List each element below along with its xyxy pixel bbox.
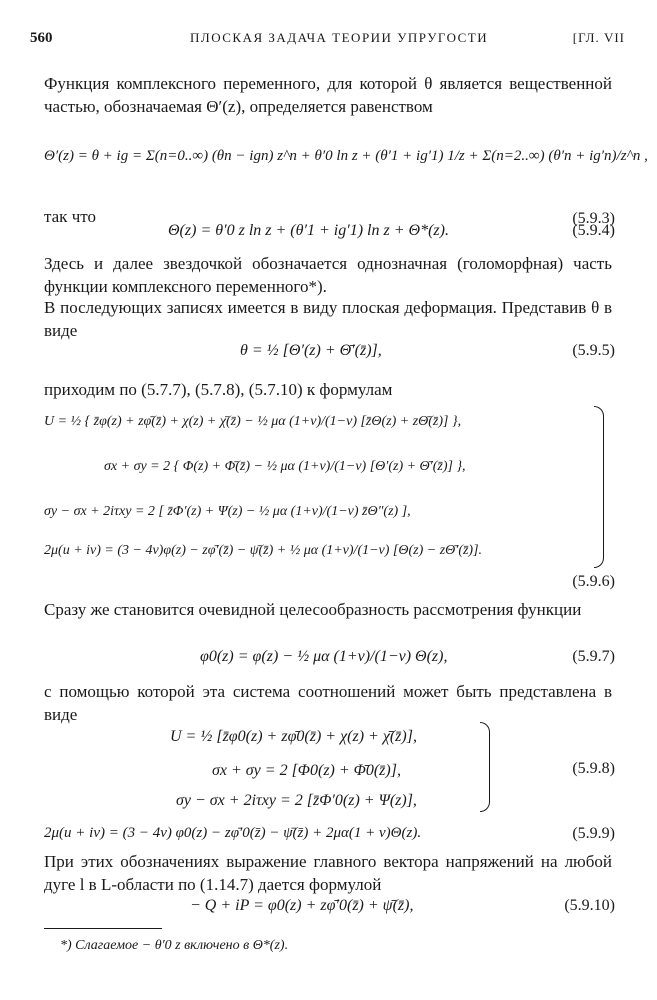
paragraph-8: При этих обозначениях выражение главного вектора напряжений на любой дуге l в L-области по (1.14.7) дается формулой xyxy=(44,852,612,894)
paragraph-1: Функция комплексного переменного, для которой θ является вещественной частью, обозначаемая Θ′(z), определяется равенством xyxy=(44,74,612,116)
equation-5-9-8c: σy − σx + 2iτxy = 2 [z̄Φ′0(z) + Ψ(z)], xyxy=(176,792,417,809)
paragraph-6: Сразу же становится очевидной целесообразность рассмотрения функции xyxy=(44,600,582,619)
running-header xyxy=(30,30,625,56)
equation-5-9-6a: U = ½ { z̄φ(z) + zφ̄(z̄) + χ(z) + χ̄(z̄) − ½ μα (1+ν)/(1−ν) [z̄Θ(z) + zΘ̄(z̄)] }, xyxy=(44,414,462,429)
equation-number-5-9-6: (5.9.6) xyxy=(572,573,615,590)
page-number: 560 xyxy=(30,30,53,46)
footnote-rule xyxy=(44,928,162,929)
paragraph-5: приходим по (5.7.7), (5.7.8), (5.7.10) к формулам xyxy=(44,380,393,399)
equation-number-5-9-7: (5.9.7) xyxy=(572,648,615,665)
equation-5-9-9: 2μ(u + iv) = (3 − 4ν) φ0(z) − zφ̄′0(z̄) − ψ̄(z̄) + 2μα(1 + ν)Θ(z). xyxy=(44,825,422,841)
paragraph-2: так что xyxy=(44,207,96,226)
equation-5-9-6d: 2μ(u + iv) = (3 − 4ν)φ(z) − zφ̄′(z̄) − ψ̄(z̄) + ½ μα (1+ν)/(1−ν) [Θ(z) − zΘ̄′(z̄)]. xyxy=(44,543,483,558)
equation-number-5-9-10: (5.9.10) xyxy=(564,897,615,914)
equation-5-9-6c: σy − σx + 2iτxy = 2 [ z̄Φ′(z) + Ψ(z) − ½ μα (1+ν)/(1−ν) z̄Θ″(z) ], xyxy=(44,504,411,519)
paragraph-3: Здесь и далее звездочкой обозначается однозначная (голоморфная) часть функции комплексного переменного*). xyxy=(44,254,612,296)
equation-number-5-9-9: (5.9.9) xyxy=(572,825,615,842)
system-brace xyxy=(594,406,604,568)
chapter-label: [ГЛ. VII xyxy=(572,30,625,45)
equation-5-9-8a: U = ½ [z̄φ0(z) + zφ̄0(z̄) + χ(z) + χ̄(z̄)], xyxy=(170,728,417,745)
system-brace-2 xyxy=(480,722,490,812)
equation-number-5-9-4: (5.9.4) xyxy=(572,222,615,239)
equation-5-9-4: Θ(z) = θ′0 z ln z + (θ′1 + ig′1) ln z + Θ*(z). xyxy=(168,222,449,239)
equation-5-9-5: θ = ½ [Θ′(z) + Θ̄′(z̄)], xyxy=(240,342,382,359)
equation-5-9-6b: σx + σy = 2 { Φ(z) + Φ̄(z̄) − ½ μα (1+ν)/(1−ν) [Θ′(z) + Θ̄′(z̄)] }, xyxy=(104,459,466,474)
footnote: *) Слагаемое − θ′0 z включено в Θ*(z). xyxy=(60,938,289,953)
paragraph-7: с помощью которой эта система соотношений может быть представлена в виде xyxy=(44,682,612,724)
equation-5-9-3: Θ′(z) = θ + ig = Σ(n=0..∞) (θn − ign) z^n + θ′0 ln z + (θ′1 + ig′1) 1/z + Σ(n=2..∞) (θ′n + ig′n)/z^n , xyxy=(44,148,648,164)
running-title: ПЛОСКАЯ ЗАДАЧА ТЕОРИИ УПРУГОСТИ xyxy=(190,30,489,45)
equation-5-9-8b: σx + σy = 2 [Φ0(z) + Φ̄0(z̄)], xyxy=(212,762,401,779)
equation-number-5-9-8: (5.9.8) xyxy=(572,760,615,777)
equation-5-9-10: − Q + iP = φ0(z) + zφ̄′0(z̄) + ψ̄(z̄), xyxy=(190,897,414,914)
paragraph-4: В последующих записях имеется в виду плоская деформация. Представив θ в виде xyxy=(44,298,612,340)
equation-number-5-9-5: (5.9.5) xyxy=(572,342,615,359)
equation-5-9-7: φ0(z) = φ(z) − ½ μα (1+ν)/(1−ν) Θ(z), xyxy=(200,648,448,665)
equation-number-5-9-3: (5.9.3) xyxy=(572,210,615,227)
